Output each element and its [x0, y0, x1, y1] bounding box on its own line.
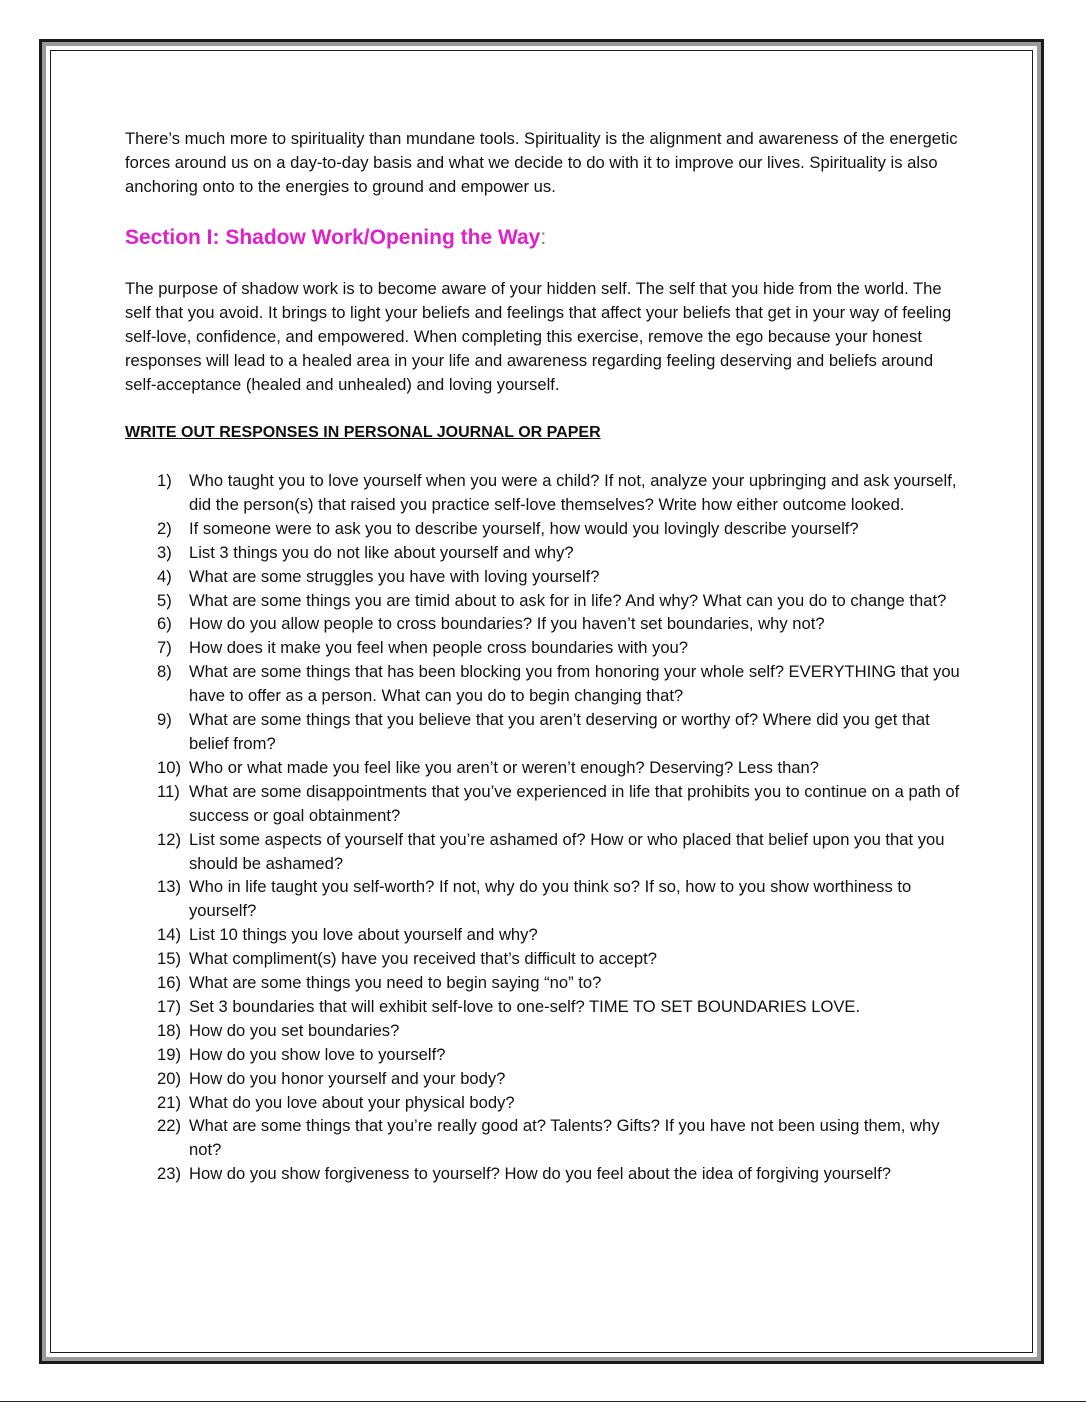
question-number: 20) [157, 1068, 181, 1088]
question-text: What are some things you need to begin saying “no” to? [189, 973, 602, 993]
question-number: 18) [157, 1020, 181, 1040]
question-number: 9) [157, 710, 172, 730]
question-text: What compliment(s) have you received that’s difficult to accept? [189, 949, 657, 969]
question-item [125, 995, 965, 1019]
question-number: 8) [157, 662, 172, 682]
question-number: 19) [157, 1044, 181, 1064]
question-text: How does it make you feel when people cross boundaries with you? [189, 638, 689, 658]
question-text: How do you set boundaries? [189, 1020, 400, 1040]
question-number: 11) [157, 781, 180, 801]
question-item [125, 1043, 965, 1067]
section-heading-colon: : [540, 226, 547, 249]
question-item [125, 1162, 965, 1186]
section-heading [125, 223, 965, 253]
question-text: What are some struggles you have with loving yourself? [189, 566, 600, 586]
question-text: Set 3 boundaries that will exhibit self-love to one-self? TIME TO SET BOUNDARIES LOVE. [189, 996, 861, 1016]
question-text: List 10 things you love about yourself and why? [189, 925, 538, 945]
question-item [125, 875, 965, 923]
question-number: 23) [157, 1164, 181, 1184]
question-text: How do you show forgiveness to yourself? How do you feel about the idea of forgiving yourself? [189, 1164, 891, 1184]
question-item [125, 660, 965, 708]
question-item [125, 947, 965, 971]
question-text: Who taught you to love yourself when you were a child? If not, analyze your upbringing and ask yourself, did the person(s) that raised you practice self-love themselves? Write how either outcome looked. [189, 471, 957, 514]
question-number: 10) [157, 757, 181, 777]
question-item [125, 565, 965, 589]
question-number: 17) [157, 996, 181, 1016]
question-list [125, 469, 965, 1186]
question-item [125, 541, 965, 565]
question-number: 12) [157, 829, 181, 849]
question-item [125, 708, 965, 756]
question-item [125, 828, 965, 876]
question-number: 6) [157, 614, 172, 634]
question-number: 13) [157, 877, 181, 897]
question-text: What are some disappointments that you’ve experienced in life that prohibits you to continue on a path of success or goal obtainment? [189, 781, 960, 825]
question-text: How do you allow people to cross boundaries? If you haven’t set boundaries, why not? [189, 614, 825, 634]
bottom-divider [0, 1401, 1086, 1402]
question-text: How do you show love to yourself? [189, 1044, 446, 1064]
question-item [125, 1067, 965, 1091]
question-text: How do you honor yourself and your body? [189, 1068, 506, 1088]
question-number: 14) [157, 925, 181, 945]
question-item [125, 1091, 965, 1115]
question-number: 7) [157, 638, 172, 658]
question-item [125, 971, 965, 995]
question-item [125, 589, 965, 613]
question-text: What are some things that has been blocking you from honoring your whole self? EVERYTHING that you have to offer as a person. What can you do to begin changing that? [189, 662, 960, 706]
question-item [125, 612, 965, 636]
question-number: 4) [157, 566, 172, 586]
document-body [125, 127, 965, 1186]
question-number: 3) [157, 542, 172, 562]
question-text: What are some things that you believe that you aren’t deserving or worthy of? Where did you get that belief from? [189, 710, 930, 753]
question-text: List 3 things you do not like about yourself and why? [189, 542, 574, 562]
question-number: 16) [157, 973, 181, 993]
question-text: List some aspects of yourself that you’re ashamed of? How or who placed that belief upon you that you should be ashamed? [189, 829, 945, 873]
question-item [125, 923, 965, 947]
question-number: 21) [157, 1092, 181, 1112]
question-number: 1) [157, 471, 172, 490]
question-item [125, 780, 965, 828]
question-item [125, 517, 965, 541]
question-number: 5) [157, 590, 172, 610]
section-heading-text: Section I: Shadow Work/Opening the Way [125, 226, 541, 249]
question-text: What are some things you are timid about to ask for in life? And why? What can you do to change that? [189, 590, 947, 610]
purpose-paragraph: The purpose of shadow work is to become aware of your hidden self. The self that you hide from the world. The self that you avoid. It brings to light your beliefs and feelings that affect your beliefs that get in your way of feeling self-love, confidence, and empowered. When completing this exercise, remove the ego because your honest responses will lead to a healed area in your life and awareness regarding feeling deserving and beliefs around self-acceptance (healed and unhealed) and loving yourself. [125, 279, 952, 394]
question-number: 22) [157, 1116, 181, 1136]
question-item [125, 756, 965, 780]
question-text: Who or what made you feel like you aren’t or weren’t enough? Deserving? Less than? [189, 757, 820, 777]
question-item [125, 1019, 965, 1043]
instructions-heading: WRITE OUT RESPONSES IN PERSONAL JOURNAL OR PAPER [125, 424, 601, 441]
question-text: If someone were to ask you to describe yourself, how would you lovingly describe yourself? [189, 518, 859, 538]
question-number: 2) [157, 518, 172, 538]
question-number: 15) [157, 949, 181, 969]
question-item [125, 636, 965, 660]
question-item [125, 1114, 965, 1162]
question-item [125, 469, 965, 517]
intro-paragraph: There’s much more to spirituality than mundane tools. Spirituality is the alignment and awareness of the energetic forces around us on a day-to-day basis and what we decide to do with it to improve our lives. Spirituality is also anchoring onto to the energies to ground and empower us. [125, 129, 958, 196]
question-text: What are some things that you’re really good at? Talents? Gifts? If you have not been using them, why not? [189, 1116, 940, 1160]
question-text: Who in life taught you self-worth? If not, why do you think so? If so, how to you show worthiness to yourself? [189, 877, 912, 921]
question-text: What do you love about your physical body? [189, 1092, 515, 1112]
